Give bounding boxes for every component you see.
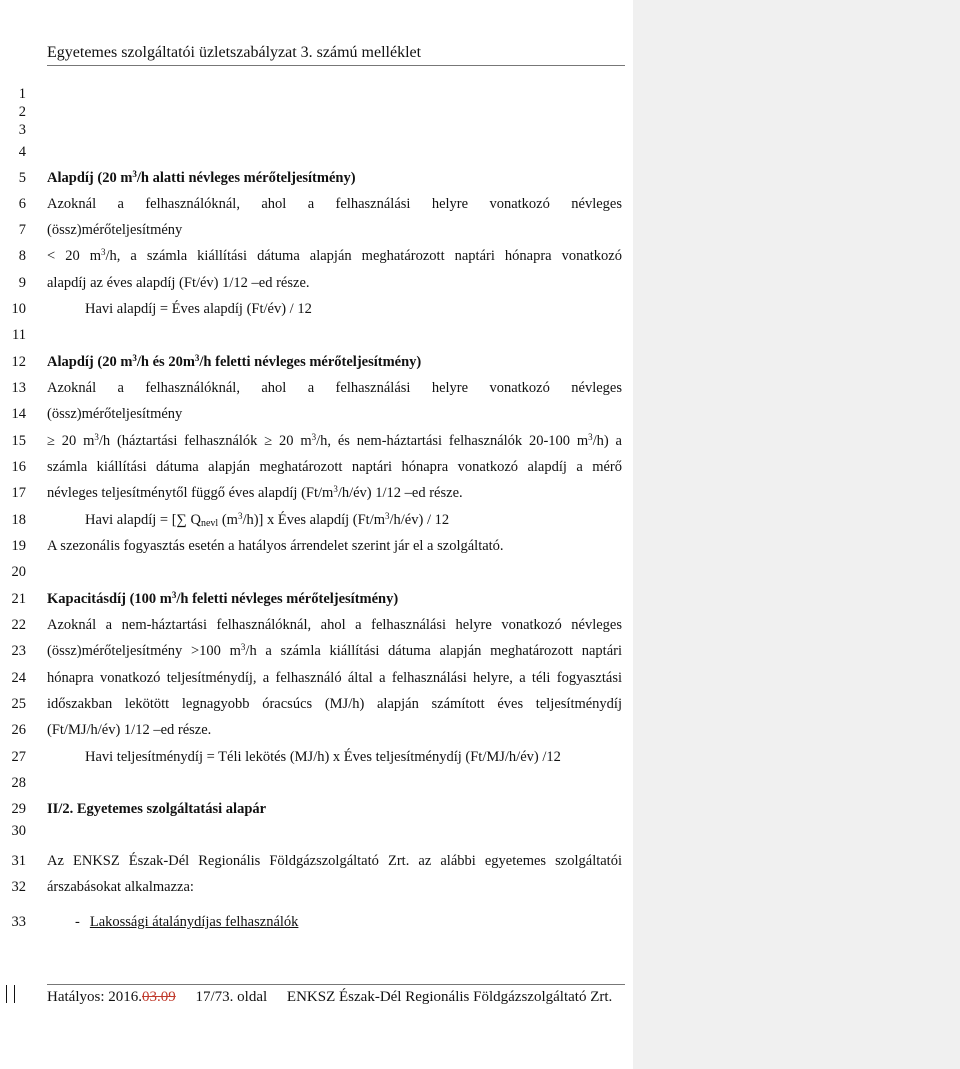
bullet-text: Lakossági átalánydíjas felhasználók (89, 914, 299, 930)
line-number: 22 (11, 617, 26, 633)
line-number: 20 (11, 564, 26, 580)
section-title-alapdij-small: Alapdíj (20 $m^3/h$ alatti névleges mérőteljesítmény) (47, 169, 356, 186)
line-number: 27 (11, 749, 26, 765)
page-footer (47, 987, 625, 1007)
line-number: 33 (11, 914, 26, 930)
line-number: 31 (11, 853, 26, 869)
sum-symbol: ∑ (176, 512, 187, 528)
paragraph-line: (össz)mérőteljesítmény >100 $m^3/h$ a számla kiállítási dátuma alapján meghatározott naptári (47, 642, 622, 659)
paragraph-line: névleges teljesítménytől függő éves alapdíj $(Ft/m^3/h/év)$ 1/12 –ed része. (47, 484, 463, 501)
comment-margin (633, 0, 960, 1069)
line-number: 16 (11, 459, 26, 475)
paragraph-line: hónapra vonatkozó teljesítménydíj, a felhasználó által a felhasználási helyre, a téli fogyasztási (47, 670, 622, 686)
paragraph-line: (Ft/MJ/h/év) 1/12 –ed része. (47, 722, 212, 738)
bullet-dash: - (75, 914, 80, 930)
footer-rule (47, 984, 625, 985)
line-number: 2 (18, 104, 26, 120)
line-number: 10 (11, 301, 26, 317)
revision-bar (6, 985, 7, 1003)
line-number: 28 (11, 775, 26, 791)
paragraph-line: időszakban lekötött legnagyobb óracsúcs (MJ/h) alapján számított éves teljesítménydíj (47, 696, 622, 712)
paragraph-line: Azoknál a nem-háztartási felhasználóknál, ahol a felhasználási helyre vonatkozó névleges (47, 617, 622, 633)
line-number: 26 (11, 722, 26, 738)
line-number: 21 (11, 591, 26, 607)
paragraph-line: árszabásokat alkalmazza: (47, 879, 194, 895)
paragraph-line: A szezonális fogyasztás esetén a hatályos árrendelet szerint jár el a szolgáltató. (47, 538, 504, 554)
paragraph-line: (össz)mérőteljesítmény (47, 222, 183, 238)
paragraph-line: Azoknál a felhasználóknál, ahol a felhasználási helyre vonatkozó névleges (47, 196, 622, 212)
line-number: 3 (18, 122, 26, 138)
section-title-alapdij-large: Alapdíj (20 $m^3/h$ és $20m^3/h$ feletti névleges mérőteljesítmény) (47, 353, 422, 370)
line-number: 32 (11, 879, 26, 895)
footer-effective-label: Hatályos: 2016. (47, 989, 142, 1005)
paragraph-line: számla kiállítási dátuma alapján meghatározott naptári hónapra vonatkozó alapdíj a mérő (47, 459, 622, 475)
line-number: 24 (11, 670, 26, 686)
line-number: 12 (11, 354, 26, 370)
line-number: 29 (11, 801, 26, 817)
line-number: 18 (11, 512, 26, 528)
line-number: 7 (18, 222, 26, 238)
line-number: 11 (12, 327, 26, 343)
formula: Havi teljesítménydíj = Téli lekötés (MJ/h) x Éves teljesítménydíj (Ft/MJ/h/év) /12 (85, 749, 561, 765)
line-number: 23 (11, 643, 26, 659)
line-number: 4 (18, 144, 26, 160)
section-title-alapar: II/2. Egyetemes szolgáltatási alapár (47, 801, 267, 817)
line-number: 1 (18, 86, 26, 102)
line-number: 8 (18, 248, 26, 264)
line-number: 15 (11, 433, 26, 449)
line-number: 30 (11, 823, 26, 839)
line-number: 25 (11, 696, 26, 712)
revision-bar (14, 985, 15, 1003)
revision-bars (6, 985, 21, 1003)
footer-page-number: 17/73. oldal (195, 989, 268, 1005)
paragraph-line: Azoknál a felhasználóknál, ahol a felhasználási helyre vonatkozó névleges (47, 380, 622, 396)
formula: Havi alapdíj = Éves alapdíj (Ft/év) / 12 (85, 301, 312, 317)
paragraph-line: < 20 $m^3/h$, a számla kiállítási dátuma alapján meghatározott naptári hónapra vonatkozó (47, 247, 622, 264)
paragraph-line: Az ENKSZ Észak-Dél Regionális Földgázszolgáltató Zrt. az alábbi egyetemes szolgáltatói (47, 853, 622, 869)
page-header: Egyetemes szolgáltatói üzletszabályzat 3. számú melléklet (47, 43, 625, 66)
line-number: 14 (11, 406, 26, 422)
paragraph-line: ≥ 20 $m^3/h$ (háztartási felhasználók ≥ 20 $m^3/h$, és nem-háztartási felhasználók 20-100 $m^3/h$) a (47, 432, 622, 449)
line-number: 6 (18, 196, 26, 212)
section-title-kapacitasdij: Kapacitásdíj (100 $m^3/h$ feletti névleges mérőteljesítmény) (47, 590, 399, 607)
formula: Havi alapdíj = [∑ $Q_{nevl}$ $(m^3/h)$] x Éves alapdíj $(Ft/m^3/h/év) / 12$ (85, 511, 450, 529)
paragraph-line: (össz)mérőteljesítmény (47, 406, 183, 422)
footer-revised-date: 03.09 (142, 989, 176, 1005)
line-number: 9 (18, 275, 26, 291)
line-number: 19 (11, 538, 26, 554)
line-number: 17 (11, 485, 26, 501)
paragraph-line: alapdíj az éves alapdíj (Ft/év) 1/12 –ed része. (47, 275, 310, 291)
line-number: 5 (18, 170, 26, 186)
footer-company: ENKSZ Észak-Dél Regionális Földgázszolgáltató Zrt. (286, 989, 613, 1005)
line-number: 13 (11, 380, 26, 396)
bullet-item (75, 913, 298, 931)
